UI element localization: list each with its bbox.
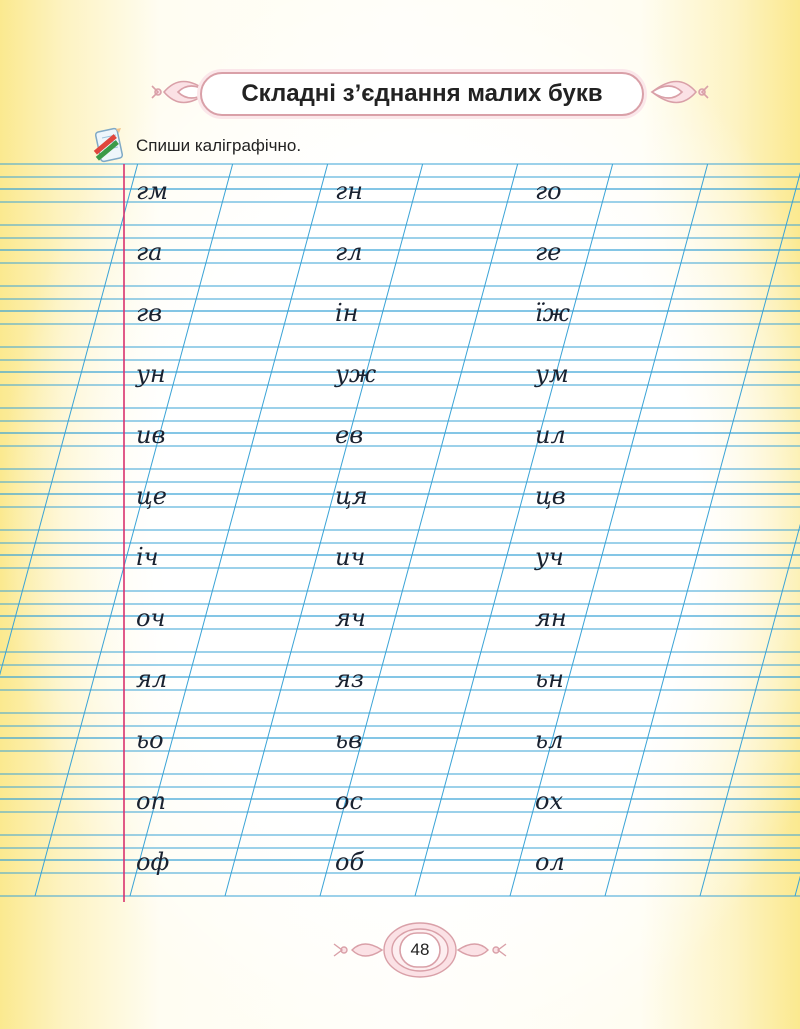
cursive-syllable: го — [535, 177, 562, 205]
cursive-syllable: оф — [136, 848, 170, 876]
cursive-syllable: оч — [136, 604, 166, 632]
cursive-syllable: ьо — [136, 726, 164, 754]
title-banner — [150, 58, 710, 128]
cursive-syllable: гл — [335, 238, 363, 266]
cursive-syllable: ев — [335, 421, 364, 449]
cursive-syllable: іч — [136, 543, 159, 571]
cursive-syllable: цв — [535, 482, 566, 510]
cursive-syllable: ив — [136, 421, 166, 449]
cursive-syllable: ця — [335, 482, 368, 510]
cursive-syllable: ьв — [335, 726, 363, 754]
cursive-syllable: ил — [535, 421, 566, 449]
cursive-syllable: ін — [335, 299, 359, 327]
instruction-text: Спиши каліграфічно. — [136, 136, 302, 155]
page-number: 48 — [410, 940, 430, 959]
cursive-syllable: га — [136, 238, 163, 266]
cursive-syllable: гм — [136, 177, 169, 205]
cursive-syllable: це — [136, 482, 167, 510]
cursive-syllable: ун — [136, 360, 166, 388]
cursive-syllable: ум — [535, 360, 569, 388]
cursive-syllable: яч — [335, 604, 366, 632]
cursive-syllable: ол — [535, 848, 565, 876]
cursive-syllable: оп — [136, 787, 166, 815]
cursive-syllable: ох — [535, 787, 563, 815]
cursive-syllable: гв — [136, 299, 163, 327]
cursive-syllable: яз — [335, 665, 364, 693]
cursive-syllable: ге — [535, 238, 562, 266]
cursive-syllable: гн — [335, 177, 363, 205]
cursive-syllable: ял — [136, 665, 168, 693]
cursive-syllable: ич — [335, 543, 366, 571]
ruling-lines — [0, 164, 800, 896]
cursive-syllable: ьл — [535, 726, 564, 754]
cursive-syllable: ьн — [535, 665, 564, 693]
page-footer — [320, 920, 520, 980]
cursive-syllable: їж — [535, 299, 570, 327]
page-title: Складні з’єднання малих букв — [241, 80, 603, 107]
right-ornament-icon — [650, 64, 710, 120]
copybook-sheet — [0, 158, 800, 908]
cursive-syllable: уж — [335, 360, 377, 388]
cursive-syllable: ос — [335, 787, 363, 815]
cursive-syllable: ян — [535, 604, 567, 632]
cursive-syllable: об — [335, 848, 365, 876]
cursive-syllable: уч — [535, 543, 564, 571]
title-pill — [200, 72, 644, 116]
